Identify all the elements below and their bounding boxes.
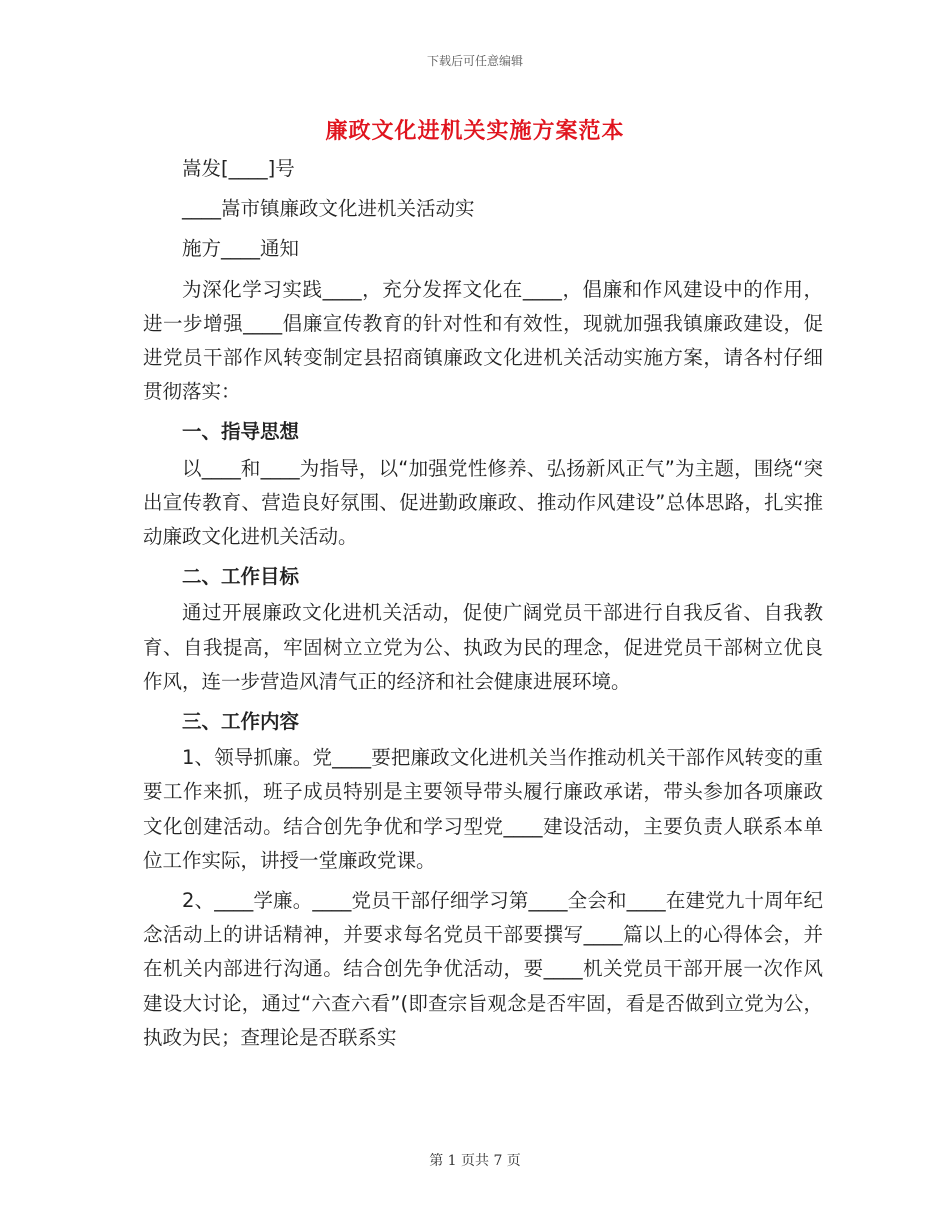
subtitle-line-1: ____嵩市镇廉政文化进机关活动实 [182,197,475,221]
section-3-heading: 三、工作内容 [182,710,300,734]
section-1-heading: 一、指导思想 [182,420,300,444]
doc-number: 嵩发[____]号 [182,157,295,180]
item-1-paragraph: 1、领导抓廉。党____要把廉政文化进机关当作推动机关干部作风转变的重要工作来抓，班子成员特别是主要领导带头履行廉政承诺，带头参加各项廉政文化创建活动。结合创先争优和学习型党____建设活动，主要负责人联系本单位工作实际，讲授一堂廉政党课。 [143,746,823,872]
section-2-heading: 二、工作目标 [182,565,300,589]
intro-paragraph: 为深化学习实践____，充分发挥文化在____，倡廉和作风建设中的作用，进一步增强____倡廉宣传教育的针对性和有效性，现就加强我镇廉政建设，促进党员干部作风转变制定县招商镇廉政文化进机关活动实施方案，请各村仔细贯彻落实： [143,277,823,404]
section-2-paragraph: 通过开展廉政文化进机关活动，促使广阔党员干部进行自我反省、自我教育、自我提高，牢固树立立党为公、执政为民的理念，促进党员干部树立优良作风，连一步营造风清气正的经济和社会健康进展环境。 [143,601,823,693]
section-1-paragraph: 以____和____为指导，以“加强党性修养、弘扬新风正气”为主题，围绕“突出宣传教育、营造良好氛围、促进勤政廉政、推动作风建设”总体思路，扎实推动廉政文化进机关活动。 [143,456,823,549]
item-2-paragraph: 2、____学廉。____党员干部仔细学习第____全会和____在建党九十周年纪念活动上的讲话精神，并要求每名党员干部要撰写____篇以上的心得体会，并在机关内部进行沟通。结合创先争优活动，要____机关党员干部开展一次作风建设大讨论，通过“六查六看”(即查宗旨观念是否牢固，看是否做到立党为公，执政为民；查理论是否联系实 [143,889,823,1049]
document-title: 廉政文化进机关实施方案范本 [325,119,625,144]
document-body [143,152,823,1055]
page-header-note: 下载后可任意编辑 [426,54,523,68]
page-number-footer: 第 1 页共 7 页 [429,1153,521,1169]
subtitle-line-2: 施方____通知 [182,237,300,261]
